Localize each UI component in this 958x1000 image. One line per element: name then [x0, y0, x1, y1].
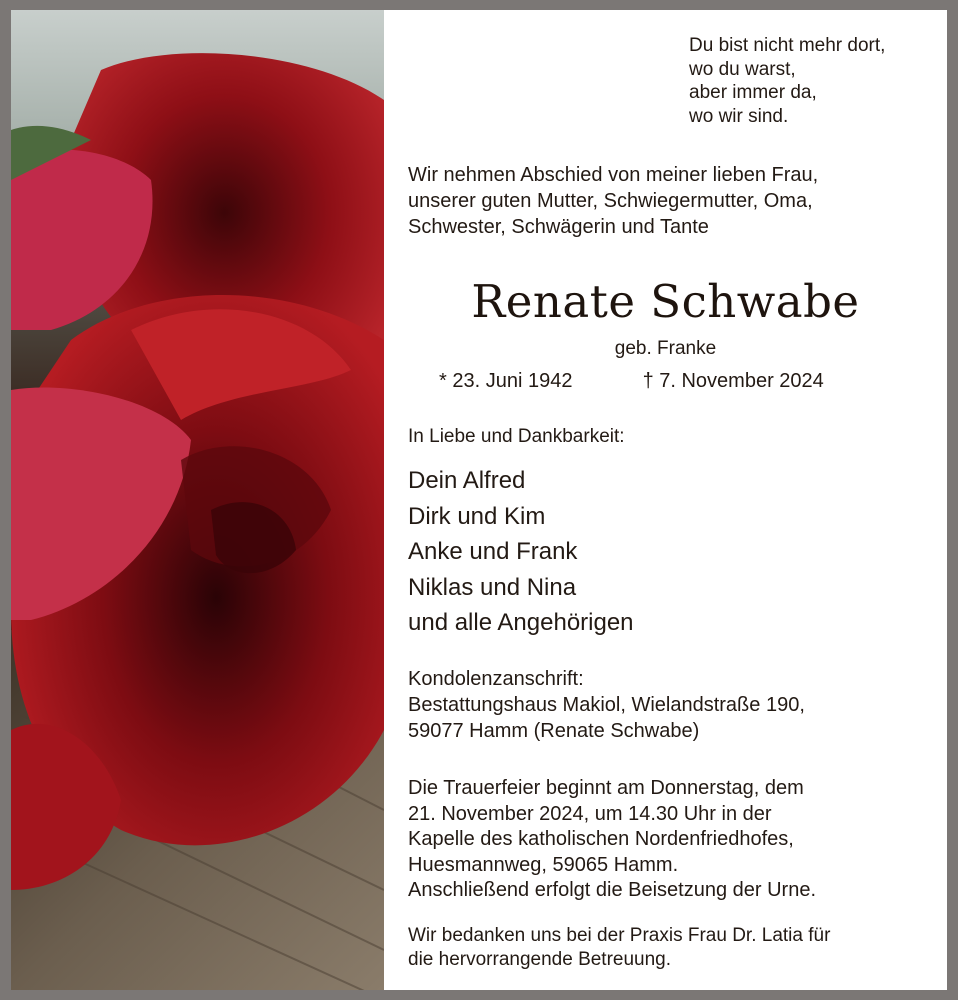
death-date: † 7. November 2024	[642, 370, 824, 392]
intro-line: Wir nehmen Abschied von meiner lieben Frau,	[408, 164, 819, 186]
funeral-line: Anschließend erfolgt die Beisetzung der Urne.	[408, 879, 817, 901]
rose-image-icon	[11, 10, 384, 990]
mourners-list	[408, 463, 634, 641]
obituary-text	[384, 10, 947, 990]
thanks-line: die hervorrangende Betreuung.	[408, 949, 672, 970]
poem-line: Du bist nicht mehr dort,	[689, 35, 886, 56]
funeral-line: Die Trauerfeier beginnt am Donnerstag, dem	[408, 777, 804, 799]
farewell-intro	[408, 162, 818, 240]
mourner-name: und alle Angehörigen	[408, 609, 634, 636]
poem-line: wo wir sind.	[689, 105, 789, 127]
funeral-line: Huesmannweg, 59065 Hamm.	[408, 853, 679, 876]
obituary-card	[11, 10, 947, 990]
life-dates	[439, 370, 824, 393]
address-line: Bestattungshaus Makiol, Wielandstraße 190,	[408, 694, 805, 716]
red-roses-photo	[11, 10, 384, 990]
deceased-name: Renate Schwabe	[471, 275, 860, 328]
thanks-note	[408, 924, 830, 972]
thanks-line: Wir bedanken uns bei der Praxis Frau Dr. Latia für	[408, 925, 831, 946]
mourner-name: Anke und Frank	[408, 538, 578, 565]
intro-line: Schwester, Schwägerin und Tante	[408, 216, 709, 238]
poem-line: aber immer da,	[689, 82, 817, 103]
mourner-name: Dirk und Kim	[408, 502, 546, 530]
birth-date: * 23. Juni 1942	[439, 370, 573, 392]
funeral-line: 21. November 2024, um 14.30 Uhr in der	[408, 802, 772, 825]
intro-line: unserer guten Mutter, Schwiegermutter, Oma,	[408, 190, 813, 212]
mourner-name: Dein Alfred	[408, 467, 526, 494]
funeral-line: Kapelle des katholischen Nordenfriedhofes,	[408, 828, 794, 850]
memorial-poem	[689, 34, 885, 128]
birth-name: geb. Franke	[614, 338, 717, 359]
mourners-heading: In Liebe und Dankbarkeit:	[408, 426, 625, 447]
condolence-address	[408, 666, 805, 744]
funeral-details	[408, 776, 816, 904]
address-line: Kondolenzanschrift:	[408, 668, 584, 690]
poem-line: wo du warst,	[689, 58, 796, 80]
address-line: 59077 Hamm (Renate Schwabe)	[408, 720, 700, 742]
mourner-name: Niklas und Nina	[408, 573, 577, 601]
